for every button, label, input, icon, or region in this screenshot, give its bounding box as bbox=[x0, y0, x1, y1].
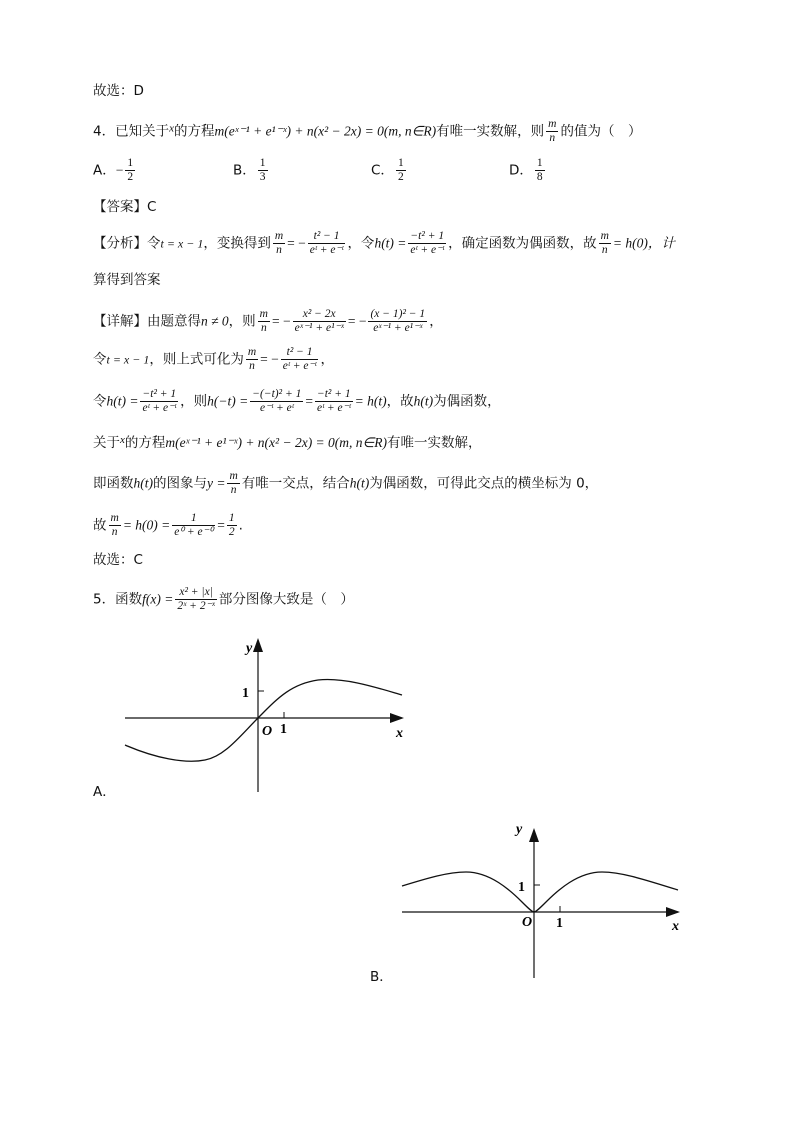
x-axis-arrow-icon bbox=[390, 713, 404, 723]
q4-equation: m(eˣ⁻¹ + e¹⁻ˣ) + n(x² − 2x) = 0(m, n∈R) bbox=[214, 123, 437, 139]
q4-analysis: 【分析】令t = x − 1，变换得到 $\frac{m}{n}$ = − $\frac{\text{t² − 1}}{\text{eᵗ + e⁻ᵗ}}$ ，令h(t) = $\frac{\text{−t² + 1}}{\text{eᵗ + e⁻ᵗ}}$ ，确定函数为偶函数，故 $\frac{m}{n}$ = h(0)，计 bbox=[93, 230, 675, 256]
y-axis-arrow-icon bbox=[529, 828, 539, 842]
x-tick-label: 1 bbox=[556, 916, 563, 931]
x-tick-label: 1 bbox=[280, 722, 287, 737]
q5-graph-a bbox=[120, 632, 420, 797]
y-axis-arrow-icon bbox=[253, 638, 263, 652]
q4-detail-5: 即函数h(t)的图象与y = $\frac{m}{n}$ 有唯一交点，结合h(t)为偶函数，可得此交点的横坐标为 0， bbox=[93, 470, 599, 496]
y-tick-label: 1 bbox=[518, 880, 525, 895]
q4-answer: 【答案】C bbox=[93, 199, 157, 215]
q5-graph-b bbox=[398, 816, 688, 981]
q5-stem: 5．函数f(x) = $\frac{\text{x² + |x|}}{\text{2ˣ + 2⁻ˣ}}$ 部分图像大致是（ ） bbox=[93, 586, 354, 612]
q4-detail-2: 令t = x − 1，则上式可化为 $\frac{m}{n}$ = − $\frac{\text{t² − 1}}{\text{eᵗ + e⁻ᵗ}}$ ， bbox=[93, 346, 334, 372]
q4-detail-3: 令h(t) = $\frac{\text{−t² + 1}}{\text{eᵗ + e⁻ᵗ}}$ ，则h(−t) = $\frac{\text{−(−t)² + 1}}{\text{e⁻ᵗ + eᵗ}}$ = $\frac{\text{−t² + 1}}{\text{eᵗ + e⁻ᵗ}}$ = h(t)，故h(t)为偶函数， bbox=[93, 388, 501, 414]
q4-stem: 4．已知关于$^x$的方程m(eˣ⁻¹ + e¹⁻ˣ) + n(x² − 2x) = 0(m, n∈R)有唯一实数解，则 $\frac{m}{n}$ 的值为（ ） bbox=[93, 118, 642, 144]
q4-analysis-cont: 算得到答案 bbox=[93, 272, 161, 288]
q4-conclusion: 故选：C bbox=[93, 552, 143, 568]
q4-options bbox=[93, 157, 693, 191]
q5-option-b-label: B． bbox=[370, 969, 393, 985]
origin-label: O bbox=[522, 915, 533, 930]
x-axis-label: x bbox=[672, 919, 679, 934]
curve-b bbox=[402, 872, 678, 912]
q4-detail-1: 【详解】由题意得n ≠ 0，则 $\frac{m}{n}$ = − $\frac{\text{x² − 2x}}{\text{eˣ⁻¹ + e¹⁻ˣ}}$ = − $\frac{\text{(x − 1)² − 1}}{\text{eˣ⁻¹ + e¹⁻ˣ}}$ ， bbox=[93, 308, 443, 334]
q4-detail-4: 关于$^x$的方程m(eˣ⁻¹ + e¹⁻ˣ) + n(x² − 2x) = 0(m, n∈R)有唯一实数解， bbox=[93, 434, 482, 451]
q5-option-a-label: A． bbox=[93, 784, 116, 800]
curve-a bbox=[125, 679, 402, 761]
q4-ratio: $\frac{m}{n}$ bbox=[548, 118, 557, 144]
q4-option-a: A．− $\frac{1}{2}$ bbox=[93, 157, 134, 183]
q4-detail-6: 故 $\frac{m}{n}$ = h(0) = $\frac{1}{\text{e⁰ + e⁻⁰}}$ = $\frac{1}{2}$ . bbox=[93, 512, 243, 538]
y-tick-label: 1 bbox=[242, 686, 249, 701]
q4-option-d: D． $\frac{1}{8}$ bbox=[509, 157, 543, 183]
x-axis-arrow-icon bbox=[666, 907, 680, 917]
q4-option-b: B． $\frac{1}{3}$ bbox=[233, 157, 266, 183]
x-axis-label: x bbox=[396, 726, 403, 741]
origin-label: O bbox=[262, 724, 273, 739]
q3-answer-line: 故选：D bbox=[93, 83, 144, 99]
y-axis-label: y bbox=[516, 822, 523, 837]
q4-option-c: C． $\frac{1}{2}$ bbox=[371, 157, 404, 183]
y-axis-label: y bbox=[246, 641, 253, 656]
